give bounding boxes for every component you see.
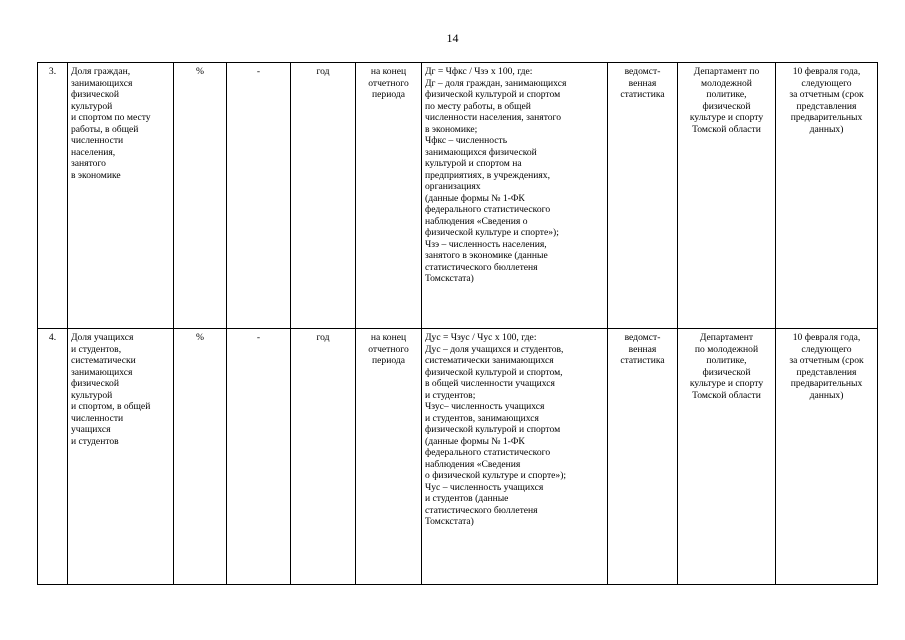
indicators-table	[37, 62, 878, 585]
unit-of-measure: %	[174, 329, 227, 585]
empty-value-cell: -	[227, 63, 291, 329]
unit-of-measure: %	[174, 63, 227, 329]
indicator-name: Доля граждан, занимающихся физической культурой и спортом по месту работы, в общей численности населения, занятого в экономике	[68, 63, 174, 329]
time-characteristic: на конец отчетного периода	[356, 329, 422, 585]
calculation-formula: Дус = Чзус / Чус x 100, где: Дус – доля учащихся и студентов, систематически занимающихся физической культурой и спортом, в общей численности учащихся и студентов; Чзус– численность учащихся и студентов, занимающихся физической культурой и спортом (данные формы № 1-ФК федерального статистического наблюдения «Сведения о физической культуре и спорте»); Чус – численность учащихся и студентов (данные статистического бюллетеня Томскстата)	[422, 329, 608, 585]
row-number: 3.	[38, 63, 68, 329]
table-row	[38, 63, 878, 329]
indicator-name: Доля учащихся и студентов, систематически занимающихся физической культурой и спортом, в общей численности учащихся и студентов	[68, 329, 174, 585]
calculation-formula: Дг = Чфкс / Чзэ x 100, где: Дг – доля граждан, занимающихся физической культурой и спортом по месту работы, в общей численности населения, занятого в экономике; Чфкс – численность занимающихся физической культурой и спортом на предприятиях, в учреждениях, организациях (данные формы № 1-ФК федерального статистического наблюдения «Сведения о физической культуре и спорте»); Чзэ – численность населения, занятого в экономике (данные статистического бюллетеня Томскстата)	[422, 63, 608, 329]
periodicity: год	[291, 329, 356, 585]
page-number: 14	[446, 31, 459, 45]
table-row	[38, 329, 878, 585]
responsible-department: Департамент по молодежной политике, физической культуре и спорту Томской области	[678, 63, 776, 329]
periodicity: год	[291, 63, 356, 329]
empty-value-cell: -	[227, 329, 291, 585]
reporting-deadline: 10 февраля года, следующего за отчетным (срок представления предварительных данных)	[776, 329, 878, 585]
time-characteristic: на конец отчетного периода	[356, 63, 422, 329]
data-source: ведомст- венная статистика	[608, 63, 678, 329]
data-source: ведомст- венная статистика	[608, 329, 678, 585]
responsible-department: Департамент по молодежной политике, физической культуре и спорту Томской области	[678, 329, 776, 585]
reporting-deadline: 10 февраля года, следующего за отчетным (срок представления предварительных данных)	[776, 63, 878, 329]
row-number: 4.	[38, 329, 68, 585]
